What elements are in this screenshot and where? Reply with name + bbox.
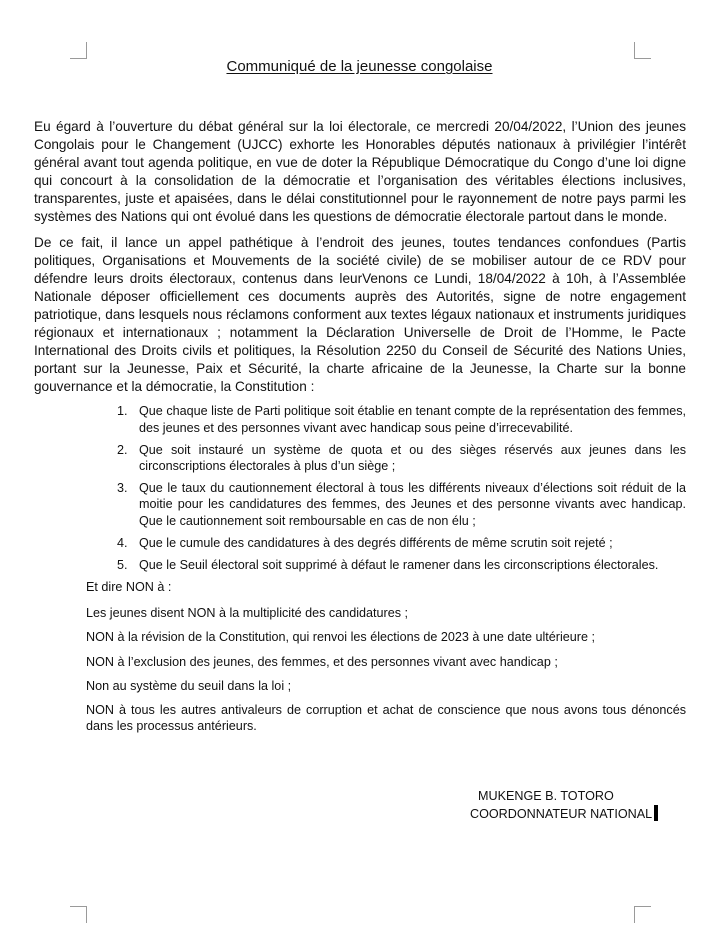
signature-block [470,788,658,823]
appeal-paragraph: De ce fait, il lance un appel pathétique à l’endroit des jeunes, toutes tendances confondues (Partis politiques, Organisations et Mouvements de la société civile) de se mobiliser autour de ce RDV pour défendre leurs droits électoraux, contenus dans leurVenons ce Lundi, 18/04/2022 à 10h, à l’Assemblée Nationale déposer officiellement ces documents auprès des Autorités, signe de notre engagement patriotique, dans lesquels nous réclamons conforment aux textes légaux nationaux et instruments juridiques régionaux et internationaux ; notamment la Déclaration Universelle de Droit de l’Homme, le Pacte International des Droits civils et politiques, la Résolution 2250 du Conseil de Sécurité des Nations Unies, portant sur la Jeunesse, Paix et Sécurité, la charte africaine de la Jeunesse, la Charte sur la bonne gouvernance et la démocratie, la Constitution : [34,234,686,395]
crop-mark-bottom-right [634,906,651,923]
demand-item: 3. Que le taux du cautionnement électoral à tous les différents niveaux d’élections soit réduit de la moitie pour les candidatures des femmes, des Jeunes et des personne vivants avec handicap. Que le cautionnement soit remboursable en cas de non élu ; [131,480,686,529]
intro-paragraph: Eu égard à l’ouverture du débat général sur la loi électorale, ce mercredi 20/04/2022, l’Union des jeunes Congolais pour le Changement (UJCC) exhorte les Honorables députés nationaux à privilégier l’intérêt général avant tout agenda politique, en vue de doter la République Démocratique du Congo d’une loi digne qui concourt à la consolidation de la démocratie et l’organisation des véritables élections inclusives, transparentes, juste et apaisées, dans le délai constitutionnel pour le rayonnement de notre pays parmi les systèmes des Nations qui ont évolué dans les questions de démocratie électorale partout dans le monde. [34,119,686,225]
non-statement: Non au système du seuil dans la loi ; [86,678,292,693]
text-cursor [654,805,658,821]
crop-mark-top-left [70,42,87,59]
signatory-name: MUKENGE B. TOTORO [478,789,614,803]
document-body [34,118,686,742]
signatory-role: COORDONNATEUR NATIONAL [470,807,653,821]
signatory-role-line [470,805,658,823]
non-statement: NON à la révision de la Constitution, qui renvoi les élections de 2023 à une date ultérieure ; [86,630,595,645]
non-statement: NON à tous les autres antivaleurs de corruption et achat de conscience que nous avons tous dénoncés dans les processus antérieurs. [86,703,686,734]
non-statement: Les jeunes disent NON à la multiplicité des candidatures ; [86,606,409,621]
demand-item: 1. Que chaque liste de Parti politique soit établie en tenant compte de la représentation des femmes, des jeunes et des personnes vivant avec handicap sous peine d’irrecevabilité. [131,403,686,435]
demand-item: 5. Que le Seuil électoral soit supprimé à défaut le ramener dans les circonscriptions électorales. [131,557,686,573]
demands-list [34,403,686,573]
demand-item: 4. Que le cumule des candidatures à des degrés différents de même scrutin soit rejeté ; [131,535,686,551]
crop-mark-bottom-left [70,906,87,923]
non-statement: NON à l’exclusion des jeunes, des femmes, et des personnes vivant avec handicap ; [86,654,558,669]
document-title: Communiqué de la jeunesse congolaise [226,58,493,75]
demand-item: 2. Que soit instauré un système de quota et ou des sièges réservés aux jeunes dans les circonscriptions électorales à plus d’un siège ; [131,442,686,474]
et-dire-non-heading: Et dire NON à : [86,580,172,595]
crop-mark-top-right [634,42,651,59]
